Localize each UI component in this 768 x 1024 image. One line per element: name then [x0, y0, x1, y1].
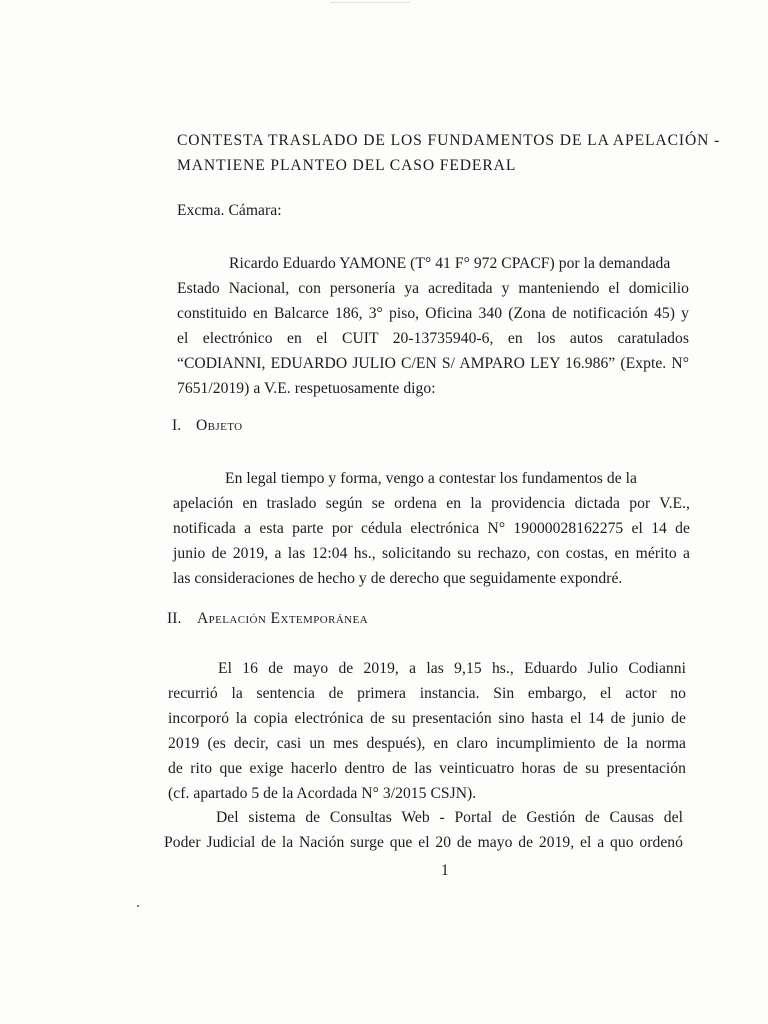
- section-2-number: II.: [167, 610, 182, 627]
- section-1-line-2: apelación en traslado según se ordena en la providencia dictada por V.E.,: [173, 495, 690, 512]
- intro-line-1: Ricardo Eduardo YAMONE (T° 41 F° 972 CPACF) por la demandada: [229, 255, 671, 272]
- section-2-p1-line-6: (cf. apartado 5 de la Acordada N° 3/2015 CSJN).: [168, 785, 477, 802]
- section-1-line-1: En legal tiempo y forma, vengo a contestar los fundamentos de la: [225, 470, 637, 487]
- salutation: Excma. Cámara:: [177, 202, 282, 219]
- section-2-p1-line-5: de rito que exige hacerlo dentro de las veinticuatro horas de su presentación: [168, 760, 686, 777]
- section-1-line-5: las consideraciones de hecho y de derecho que seguidamente expondré.: [173, 570, 623, 587]
- intro-line-6: 7651/2019) a V.E. respetuosamente digo:: [177, 380, 436, 397]
- intro-line-5: “CODIANNI, EDUARDO JULIO C/EN S/ AMPARO LEY 16.986” (Expte. N°: [177, 355, 689, 372]
- scan-artifact: [330, 0, 410, 3]
- section-2-heading: Apelación Extemporánea: [197, 610, 368, 627]
- section-2-p2-line-1: Del sistema de Consultas Web - Portal de Gestión de Causas del: [216, 809, 683, 826]
- section-2-p1-line-4: 2019 (es decir, casi un mes después), en claro incumplimiento de la norma: [168, 735, 686, 752]
- section-1-line-4: junio de 2019, a las 12:04 hs., solicitando su rechazo, con costas, en mérito a: [173, 545, 690, 562]
- page-number: 1: [441, 862, 449, 879]
- intro-line-2: Estado Nacional, con personería ya acreditada y manteniendo el domicilio: [177, 280, 689, 297]
- section-1-line-3: notificada a esta parte por cédula electrónica N° 19000028162275 el 14 de: [173, 520, 690, 537]
- document-title-line-1: CONTESTA TRASLADO DE LOS FUNDAMENTOS DE LA APELACIÓN -: [177, 132, 721, 149]
- document-title-line-2: MANTIENE PLANTEO DEL CASO FEDERAL: [177, 157, 517, 174]
- section-2-p1-line-3: incorporó la copia electrónica de su presentación sino hasta el 14 de junio de: [168, 710, 686, 727]
- section-1-heading: Objeto: [196, 417, 243, 434]
- section-2-p2-line-2: Poder Judicial de la Nación surge que el 20 de mayo de 2019, el a quo ordenó: [164, 834, 683, 851]
- scan-speck: [137, 905, 139, 907]
- section-1-number: I.: [172, 417, 182, 434]
- intro-line-3: constituido en Balcarce 186, 3° piso, Oficina 340 (Zona de notificación 45) y: [177, 305, 689, 322]
- intro-line-4: el electrónico en el CUIT 20-13735940-6, en los autos caratulados: [177, 330, 689, 347]
- section-2-p1-line-2: recurrió la sentencia de primera instancia. Sin embargo, el actor no: [168, 685, 686, 702]
- section-2-p1-line-1: El 16 de mayo de 2019, a las 9,15 hs., Eduardo Julio Codianni: [218, 660, 686, 677]
